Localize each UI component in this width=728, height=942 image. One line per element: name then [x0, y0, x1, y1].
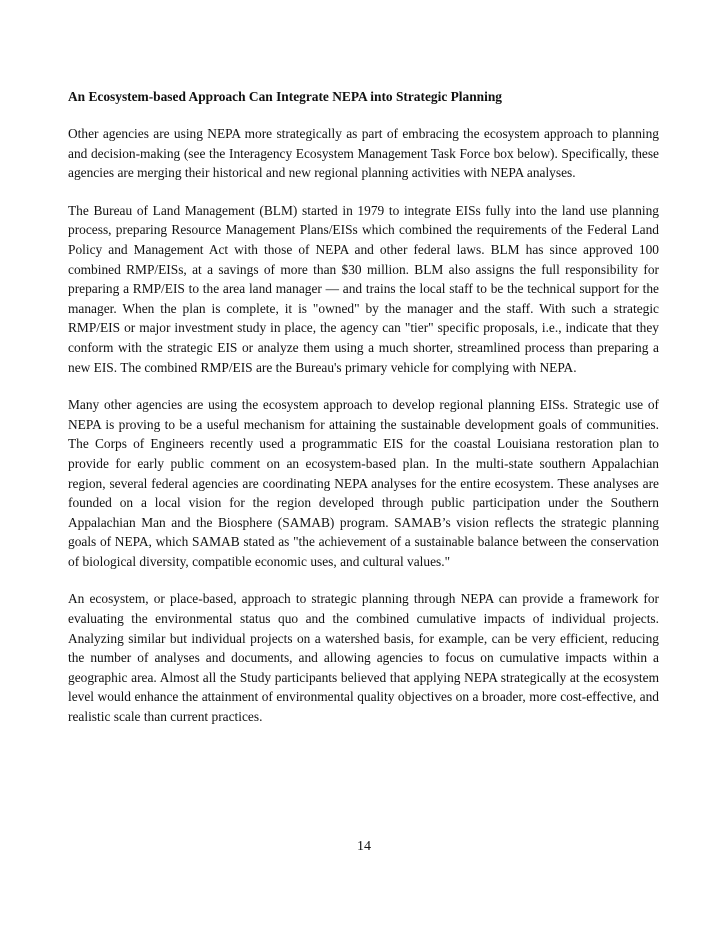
paragraph-regional-planning: Many other agencies are using the ecosystem approach to develop regional planning EISs. Strategic use of NEPA is proving to be a useful mechanism for attaining the sustainable development goals of communities. The Corps of Engineers recently used a programmatic EIS for the coastal Louisiana restoration plan to provide for early public comment on an ecosystem-based plan. In the multi-state southern Appalachian region, several federal agencies are coordinating NEPA analyses for the entire ecosystem. These analyses are founded on a local vision for the region developed through public participation under the Southern Appalachian Man and the Biosphere (SAMAB) program. SAMAB’s vision reflects the strategic planning goals of NEPA, which SAMAB stated as "the achievement of a sustainable balance between the conservation of biological diversity, compatible economic uses, and cultural values.": [68, 397, 659, 569]
paragraph-blm: The Bureau of Land Management (BLM) started in 1979 to integrate EISs fully into the land use planning process, preparing Resource Management Plans/EISs which combined the requirements of the Federal Land Policy and Management Act with those of NEPA and other federal laws. BLM has since approved 100 combined RMP/EISs, at a savings of more than $30 million. BLM also assigns the full responsibility for preparing a RMP/EIS to the area land manager — and trains the local staff to be the technical support for the manager. When the plan is complete, it is "owned" by the manager and the staff. With such a strategic RMP/EIS or major investment study in place, the agency can "tier" specific proposals, i.e., indicate that they conform with the strategic EIS or analyze them using a much shorter, streamlined process than preparing a new EIS. The combined RMP/EIS are the Bureau's primary vehicle for complying with NEPA.: [68, 202, 659, 375]
paragraph-ecosystem-intro: Other agencies are using NEPA more strategically as part of embracing the ecosystem approach to planning and decision-making (see the Interagency Ecosystem Management Task Force box below). Specifically, these agencies are merging their historical and new regional planning activities with NEPA analyses.: [68, 126, 659, 181]
section-heading: An Ecosystem-based Approach Can Integrate NEPA into Strategic Planning: [68, 89, 502, 104]
document-page: [68, 88, 659, 745]
paragraph-place-based: An ecosystem, or place-based, approach to strategic planning through NEPA can provide a framework for evaluating the environmental status quo and the combined cumulative impacts of individual projects. Analyzing similar but individual projects on a watershed basis, for example, can be very efficient, reducing the number of analyses and documents, and allowing agencies to focus on cumulative impacts within a geographic area. Almost all the Study participants believed that applying NEPA strategically at the ecosystem level would enhance the attainment of environmental quality objectives on a broader, more cost-effective, and realistic scale than current practices.: [68, 591, 659, 725]
page-number: 14: [357, 839, 371, 854]
